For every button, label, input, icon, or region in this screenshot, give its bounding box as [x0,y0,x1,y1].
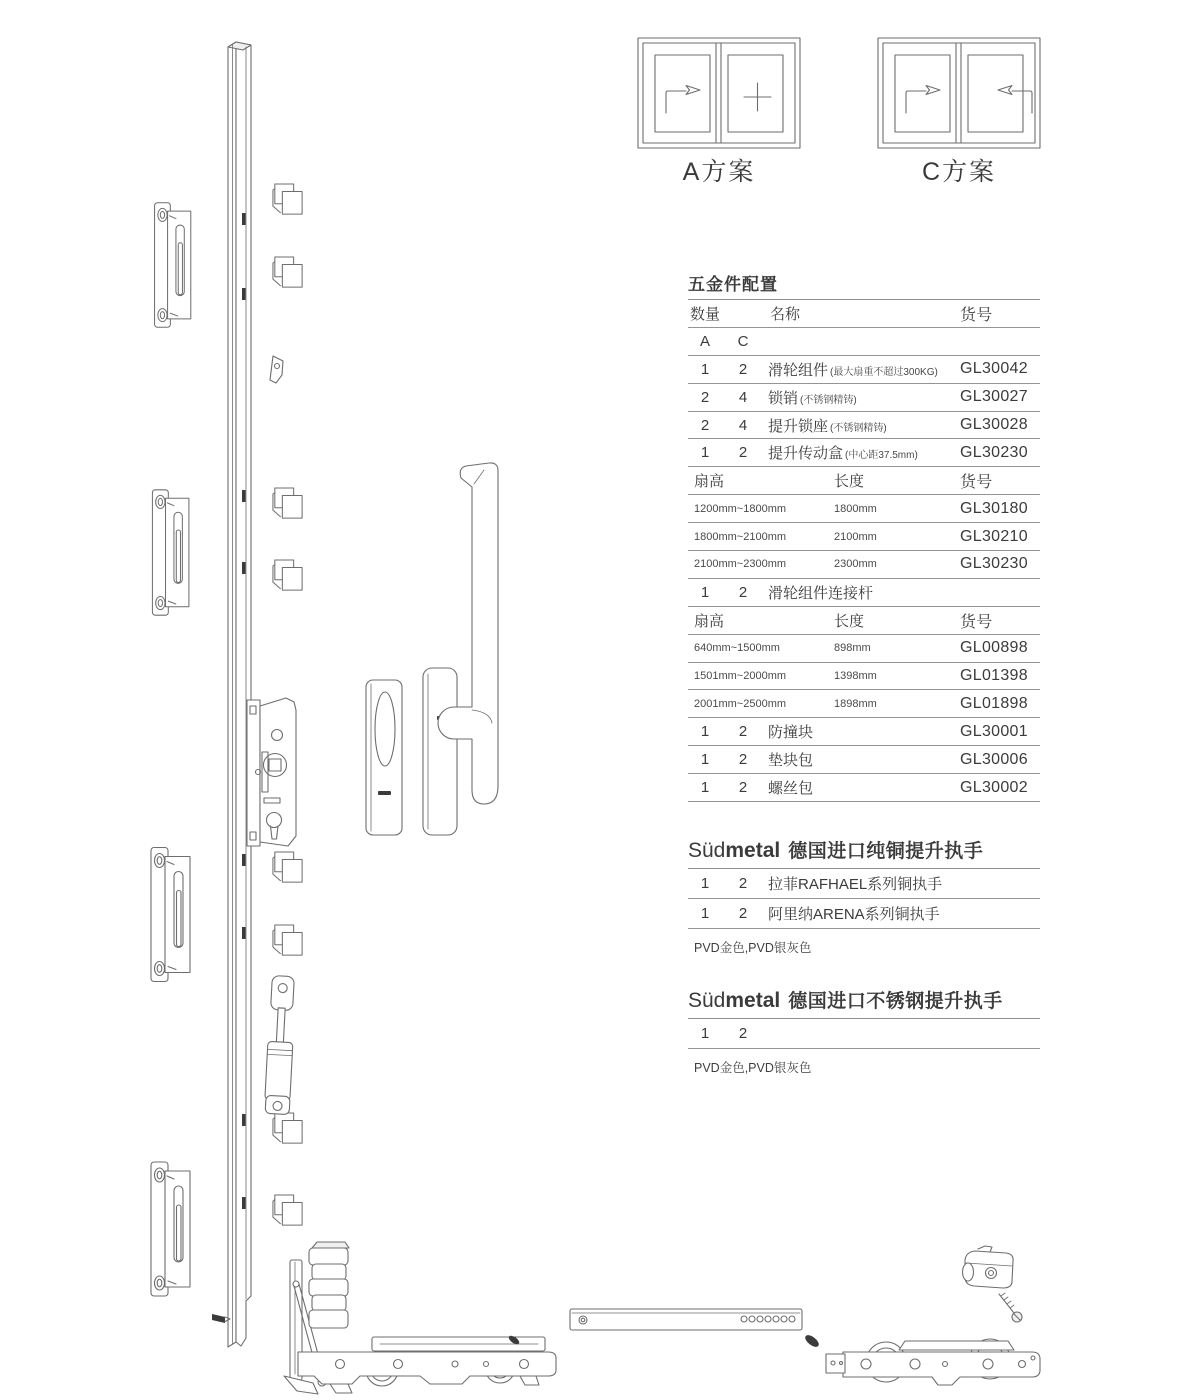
scheme-a-label: A方案 [682,158,756,186]
item-code: GL30002 [960,778,1028,796]
keeper-plates [151,203,191,1296]
table-row: 2 4 提升锁座 (不锈钢精铸) GL30028 [688,412,1040,440]
scheme-c-label: C方案 [921,158,997,186]
brand-logo: Südmetal [688,989,781,1012]
size-row: 2100mm~2300mm 2300mm GL30230 [688,551,1040,579]
size-row: 1200mm~1800mm 1800mm GL30180 [688,495,1040,523]
finish-note: PVD金色,PVD银灰色 [694,1061,812,1075]
header-code: 货号 [960,306,993,324]
size-row: 640mm~1500mm 898mm GL00898 [688,635,1040,663]
brand-section-copper [688,836,1040,956]
item-name: 提升锁座 [768,417,829,435]
section-title [688,986,1040,1019]
item-note: (最大扇重不超过300KG) [830,366,938,378]
item-name: 滑轮组件连接杆 [768,584,874,602]
table-row: 1 2 提升传动盒 (中心距37.5mm) GL30230 [688,439,1040,467]
slide-arrow-left-icon [998,86,1032,114]
table-row: 1 2 拉菲RAFHAEL系列铜执手 [688,869,1040,899]
damper-link [264,975,296,1114]
section-title-text: 德国进口不锈钢提升执手 [788,991,1003,1012]
table-row: 1 2 滑轮组件 (最大扇重不超过300KG) GL30042 [688,356,1040,384]
lift-gearbox [247,698,296,846]
section-title [688,836,1040,869]
variant-header-row [688,328,1040,356]
item-note: (中心距37.5mm) [845,450,918,462]
item-name: 阿里纳ARENA系列铜执手 [768,906,940,923]
header-qty: 数量 [690,305,721,323]
item-name: 滑轮组件 [768,361,829,379]
keeper-plate [151,848,190,982]
size-header-row: 扇高 长度 货号 [688,607,1040,635]
table-header-row [688,300,1040,328]
variant-c: C [737,332,749,350]
buffer-block [309,1242,349,1328]
flush-pull [366,680,402,835]
anti-collision-block [963,1246,1014,1288]
item-name: 螺丝包 [768,780,814,798]
size-row: 2001mm~2500mm 1898mm GL01898 [688,690,1040,718]
slide-arrow-right-icon [666,86,700,114]
finish-note: PVD金色,PVD银灰色 [694,941,812,955]
table-row: 1 2 滑轮组件连接杆 [688,579,1040,607]
item-code: GL30042 [960,360,1028,378]
table-row: 1 2 防撞块 GL30001 [688,718,1040,746]
hardware-table [688,274,1040,802]
size-row: 1800mm~2100mm 2100mm GL30210 [688,523,1040,551]
roller-carriage-right [826,1339,1040,1385]
scheme-a-diagram [638,38,800,148]
screw [999,1293,1022,1322]
table-row: 2 4 锁销 (不锈钢精铸) GL30027 [688,384,1040,412]
corner-roller-carriage-left [298,1334,556,1393]
table-title: 五金件配置 [688,274,1040,300]
variant-a: A [699,332,710,350]
keeper-plate [155,203,191,327]
brand-logo: Südmetal [688,839,781,862]
table-row: 1 2 [688,1019,1040,1049]
drive-rail [228,42,283,1347]
item-code: GL30027 [960,388,1028,406]
item-name: 垫块包 [768,752,814,770]
lift-handle [423,463,498,835]
item-name: 提升传动盒 [768,445,844,463]
table-row: 1 2 阿里纳ARENA系列铜执手 [688,899,1040,929]
item-code: GL30028 [960,416,1028,433]
keeper-plate [151,1162,190,1296]
table-row: 1 2 螺丝包 GL30002 [688,774,1040,802]
slide-arrow-right-icon [906,86,940,114]
section-title-text: 德国进口纯铜提升执手 [788,841,984,862]
connector-bar [570,1309,821,1349]
item-name: 拉菲RAFHAEL系列铜执手 [768,876,943,893]
lock-pins [273,184,302,1225]
item-note: (不锈钢精铸) [800,394,857,406]
item-code: GL30001 [960,722,1028,740]
item-code: GL30006 [960,750,1028,768]
item-name: 防撞块 [768,724,814,742]
corner-bracket [284,1260,326,1394]
size-header-row: 扇高 长度 货号 [688,467,1040,495]
size-row: 1501mm~2000mm 1398mm GL01398 [688,663,1040,691]
table-row: 1 2 垫块包 GL30006 [688,746,1040,774]
keeper-plate [152,490,188,615]
item-code: GL30230 [960,443,1028,461]
scheme-c-diagram [878,38,1040,148]
item-name: 锁销 [768,389,799,407]
header-name: 名称 [770,305,801,323]
rail-screw [212,1314,230,1323]
fixed-plus-icon [744,83,771,111]
item-note: (不锈钢精铸) [830,422,887,434]
brand-section-stainless [688,986,1040,1076]
